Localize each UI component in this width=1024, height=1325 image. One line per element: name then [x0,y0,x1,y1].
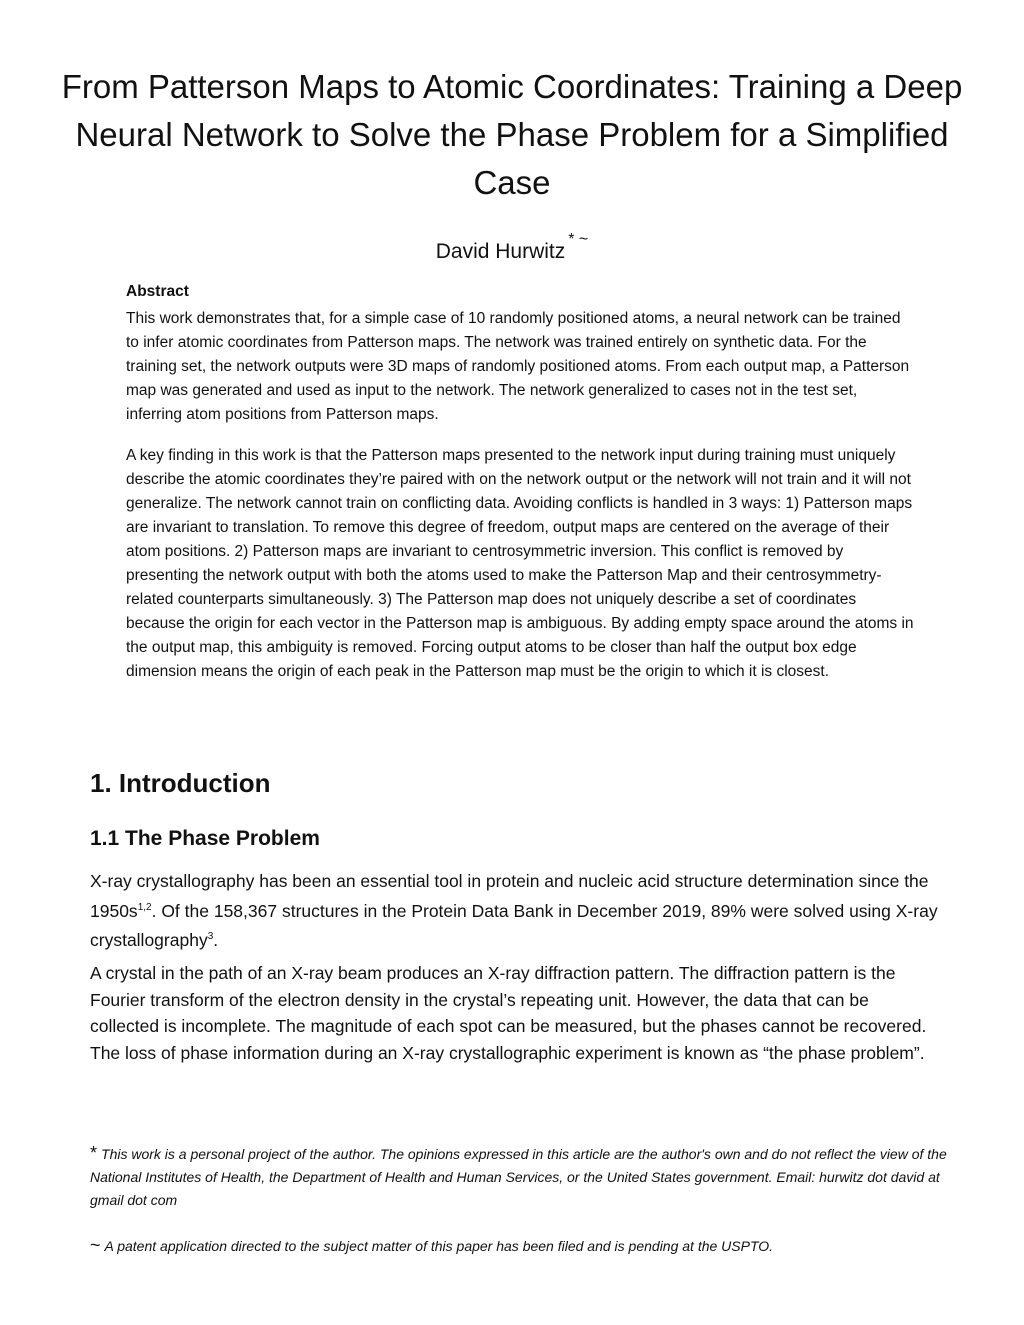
subsection-heading-phase-problem: 1.1 The Phase Problem [90,827,320,850]
body-text: . [213,930,219,950]
footnote-text: A patent application directed to the subject matter of this paper has been filed and is pending at the USPTO. [104,1238,774,1254]
abstract [126,282,916,684]
citation-ref: 3 [207,931,214,942]
body-paragraph: A crystal in the path of an X-ray beam produces an X-ray diffraction pattern. The diffraction pattern is the Fourier transform of the electron density in the crystal’s repeating unit. However, the data that can be collected is incomplete. The magnitude of each spot can be measured, but the phases cannot be recovered. The loss of phase information during an X-ray crystallographic experiment is known as “the phase problem”. [90,963,927,1063]
citation-ref: 1,2 [137,901,152,913]
footnote [90,1142,950,1212]
author-name: David Hurwitz [435,240,566,263]
body-paragraph [90,868,940,954]
author-line [0,226,1024,266]
abstract-paragraph: This work demonstrates that, for a simple case of 10 randomly positioned atoms, a neural network can be trained to infer atomic coordinates from Patterson maps. The network was trained entirely on synthetic data. For the training set, the network outputs were 3D maps of randomly positioned atoms. From each output map, a Patterson map was generated and used as input to the network. The network generalized to cases not in the test set, inferring atom positions from Patterson maps. [126,310,910,423]
body-text: . Of the 158,367 structures in the Protein Data Bank in December 2019, 89% were solved using X-ray crystallography [90,900,938,950]
paper-title: From Patterson Maps to Atomic Coordinates: Training a Deep Neural Network to Solve the Phase Problem for a Simplified Case [61,68,963,201]
abstract-heading: Abstract [126,283,189,300]
footnote [90,1234,950,1258]
abstract-paragraph: A key finding in this work is that the Patterson maps presented to the network input during training must uniquely describe the atomic coordinates they’re paired with on the network output or the network will not train and it will not generalize. The network cannot train on conflicting data. Avoiding conflicts is handled in 3 ways: 1) Patterson maps are invariant to translation. To remove this degree of freedom, output maps are centered on the average of their atom positions. 2) Patterson maps are invariant to centrosymmetric inversion. This conflict is removed by presenting the network output with both the atoms used to make the Patterson Map and their centrosymmetry-related counterparts simultaneously. 3) The Patterson map does not uniquely describe a set of coordinates because the origin for each vector in the Patterson map is ambiguous. By adding empty space around the atoms in the output map, this ambiguity is removed. Forcing output atoms to be closer than half the output box edge dimension means the origin of each peak in the Patterson map must be the origin to which it is closest. [126,447,914,680]
section-heading-introduction: 1. Introduction [90,768,271,798]
author-footnote-marks: * ~ [568,231,589,248]
footnote-mark: ~ [90,1235,101,1255]
body-text: X-ray crystallography has been an essential tool in protein and nucleic acid structure determination since the 1950s [90,871,929,921]
footnote-text: This work is a personal project of the author. The opinions expressed in this article are the author's own and do not reflect the view of the National Institutes of Health, the Department of Health and Human Services, or the United States government. Email: hurwitz dot david at gmail dot com [90,1146,947,1208]
footnote-mark: * [90,1143,98,1163]
